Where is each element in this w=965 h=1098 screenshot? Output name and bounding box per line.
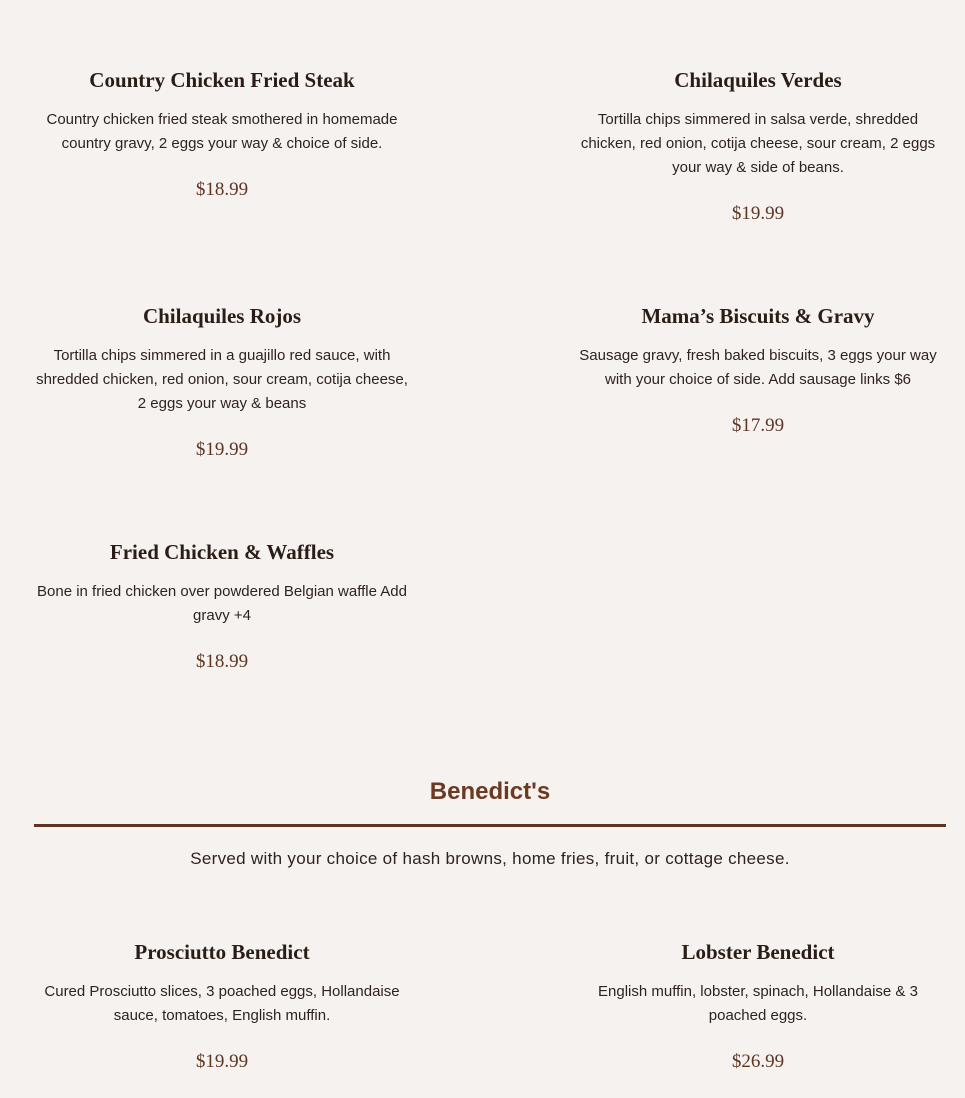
menu-item-price: $18.99: [195, 179, 249, 200]
menu-item-description: English muffin, lobster, spinach, Hollandaise & 3 poached eggs.: [598, 983, 918, 1024]
menu-item-description: Tortilla chips simmered in a guajillo red sauce, with shredded chicken, red onion, sour cream, cotija cheese, 2 eggs your way & beans: [36, 347, 408, 412]
menu-item-price: $19.99: [195, 439, 249, 460]
menu-item-mamas-biscuits-gravy: [572, 302, 944, 439]
menu-item-title: Mama’s Biscuits & Gravy: [641, 304, 875, 328]
menu-item-description: Bone in fried chicken over powdered Belgian waffle Add gravy +4: [37, 583, 407, 624]
menu-item-title: Country Chicken Fried Steak: [89, 68, 355, 92]
menu-item-title: Fried Chicken & Waffles: [109, 540, 335, 564]
menu-item-description: Country chicken fried steak smothered in homemade country gravy, 2 eggs your way & choice of side.: [46, 111, 398, 152]
menu-item-title: Prosciutto Benedict: [134, 940, 310, 964]
menu-item-title: Lobster Benedict: [681, 940, 835, 964]
menu-item-title: Chilaquiles Verdes: [674, 68, 842, 92]
menu-item-price: $18.99: [195, 651, 249, 672]
menu-item-price: $17.99: [731, 415, 785, 436]
menu-item-prosciutto-benedict: [34, 938, 410, 1075]
section-title-benedicts: Benedict's: [429, 778, 551, 805]
menu-item-title: Chilaquiles Rojos: [142, 304, 302, 328]
menu-item-price: $26.99: [731, 1051, 785, 1072]
menu-item-description: Sausage gravy, fresh baked biscuits, 3 eggs your way with your choice of side. Add sausage links $6: [579, 347, 937, 388]
menu-item-description: Cured Prosciutto slices, 3 poached eggs, Hollandaise sauce, tomatoes, English muffin.: [44, 983, 400, 1024]
section-note: Served with your choice of hash browns, home fries, fruit, or cottage cheese.: [190, 849, 790, 868]
menu-item-price: $19.99: [731, 203, 785, 224]
menu-item-country-chicken-fried-steak: [34, 66, 410, 203]
menu-item-lobster-benedict: [572, 938, 944, 1075]
menu-item-fried-chicken-waffles: [34, 538, 410, 675]
menu-item-description: Tortilla chips simmered in salsa verde, shredded chicken, red onion, cotija cheese, sour cream, 2 eggs your way & side of beans.: [580, 111, 936, 176]
section-divider: [34, 824, 946, 827]
menu-item-chilaquiles-verdes: [572, 66, 944, 227]
menu-item-chilaquiles-rojos: [34, 302, 410, 463]
menu-item-price: $19.99: [195, 1051, 249, 1072]
